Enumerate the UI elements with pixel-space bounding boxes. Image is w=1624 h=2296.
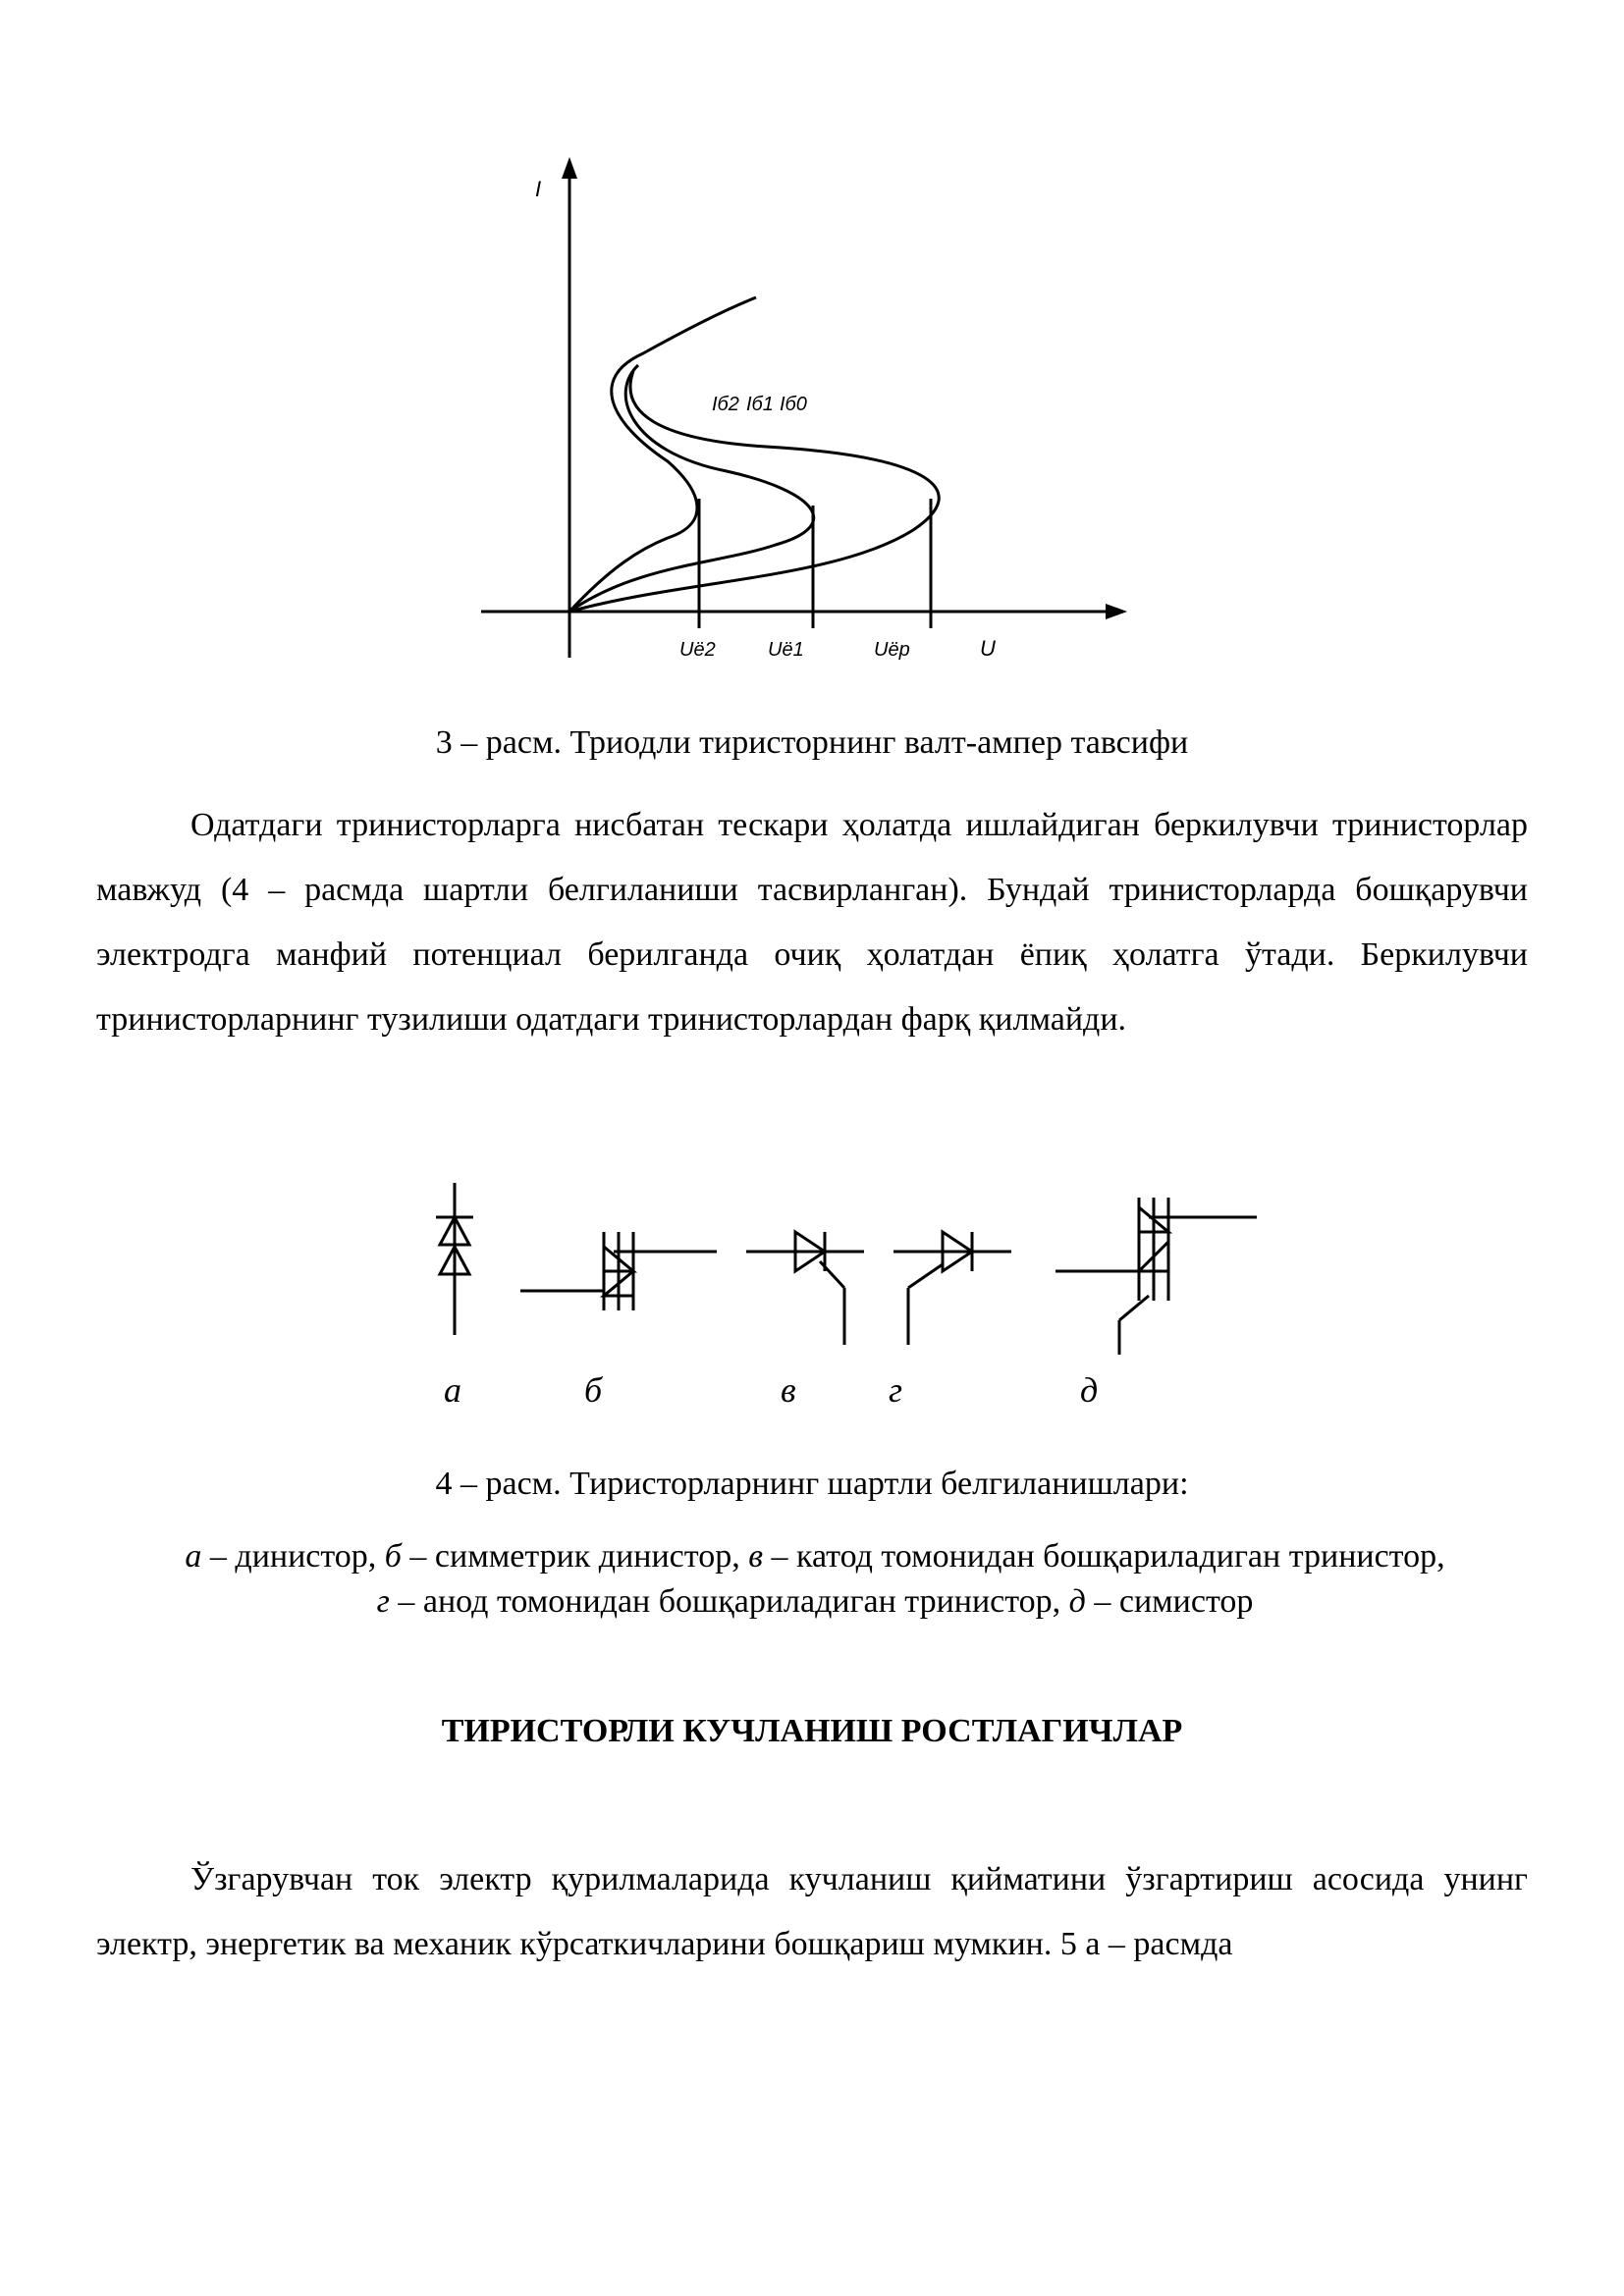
symbol-cathode-trinistor — [746, 1232, 864, 1345]
legend-text-a: – динистор, — [201, 1538, 385, 1575]
curve-ib2 — [569, 297, 756, 612]
symbol-label-a: а — [444, 1370, 461, 1410]
voltage-label-uer: Uёр — [874, 639, 910, 661]
y-axis-arrow — [562, 157, 577, 179]
paragraph-1: Одатдаги тринисторларга нисбатан тескари ҳолатда ишлайдиган беркилувчи тринисторлар мавжуд (4 – расмда шартли белгиланиши тасвирланган). Бундай тринисторларда бошқарувчи электродга манфий потенциал берилганда очиқ ҳолатдан ёпиқ ҳолатга ўтади. Беркилувчи тринисторларнинг тузилиши одатдаги тринисторлардан фарқ қилмайди. — [96, 807, 1528, 1038]
symbol-dinistor — [436, 1183, 473, 1335]
legend-letter-d: д — [1068, 1583, 1086, 1620]
symbol-simistor — [1056, 1198, 1257, 1355]
figure4-legend — [59, 1534, 1571, 1625]
curve-label-ib1: Iб1 — [746, 394, 774, 415]
curve-label-ib0: Iб0 — [780, 394, 807, 415]
paragraph-2: Ўзгарувчан ток электр қурилмаларида кучланиш қийматини ўзгартириш асосида унинг электр, энергетик ва механик кўрсаткичларини бошқариш мумкин. 5 а – расмда — [96, 1861, 1528, 1962]
figure4-caption: 4 – расм. Тиристорларнинг шартли белгиланишлари: — [435, 1466, 1189, 1502]
legend-letter-v: в — [748, 1538, 763, 1575]
legend-letter-g: г — [376, 1583, 390, 1620]
axis-x-label: U — [980, 636, 996, 661]
legend-text-v: – катод томонидан бошқариладиган тринистор, — [762, 1538, 1445, 1575]
curve-label-ib2: Iб2 — [712, 394, 739, 415]
symbol-label-b: б — [584, 1370, 603, 1410]
symbol-label-d: д — [1080, 1370, 1099, 1410]
section-heading: ТИРИСТОРЛИ КУЧЛАНИШ РОСТЛАГИЧЛАР — [441, 1713, 1183, 1749]
legend-letter-b: б — [384, 1538, 402, 1575]
legend-letter-a: а — [185, 1538, 202, 1575]
legend-text-b: – симметрик динистор, — [401, 1538, 749, 1575]
voltage-label-ue2: Uё2 — [679, 639, 716, 661]
thyristor-symbols-figure — [0, 1178, 1624, 1355]
legend-text-d: – симистор — [1085, 1583, 1254, 1620]
symbol-label-g: г — [889, 1370, 903, 1410]
voltage-label-ue1: Uё1 — [768, 639, 804, 661]
symbol-symmetric-dinistor — [520, 1232, 717, 1310]
axis-y-label: I — [535, 177, 542, 201]
legend-text-g: – анод томонидан бошқариладиган тринистор, — [389, 1583, 1069, 1620]
figure3-caption: 3 – расм. Триодли тиристорнинг валт-ампер тавсифи — [435, 724, 1189, 761]
iv-characteristic-figure — [0, 0, 1624, 687]
symbol-anode-trinistor — [893, 1232, 1011, 1345]
symbol-label-v: в — [781, 1370, 796, 1410]
x-axis-arrow — [1106, 604, 1127, 619]
